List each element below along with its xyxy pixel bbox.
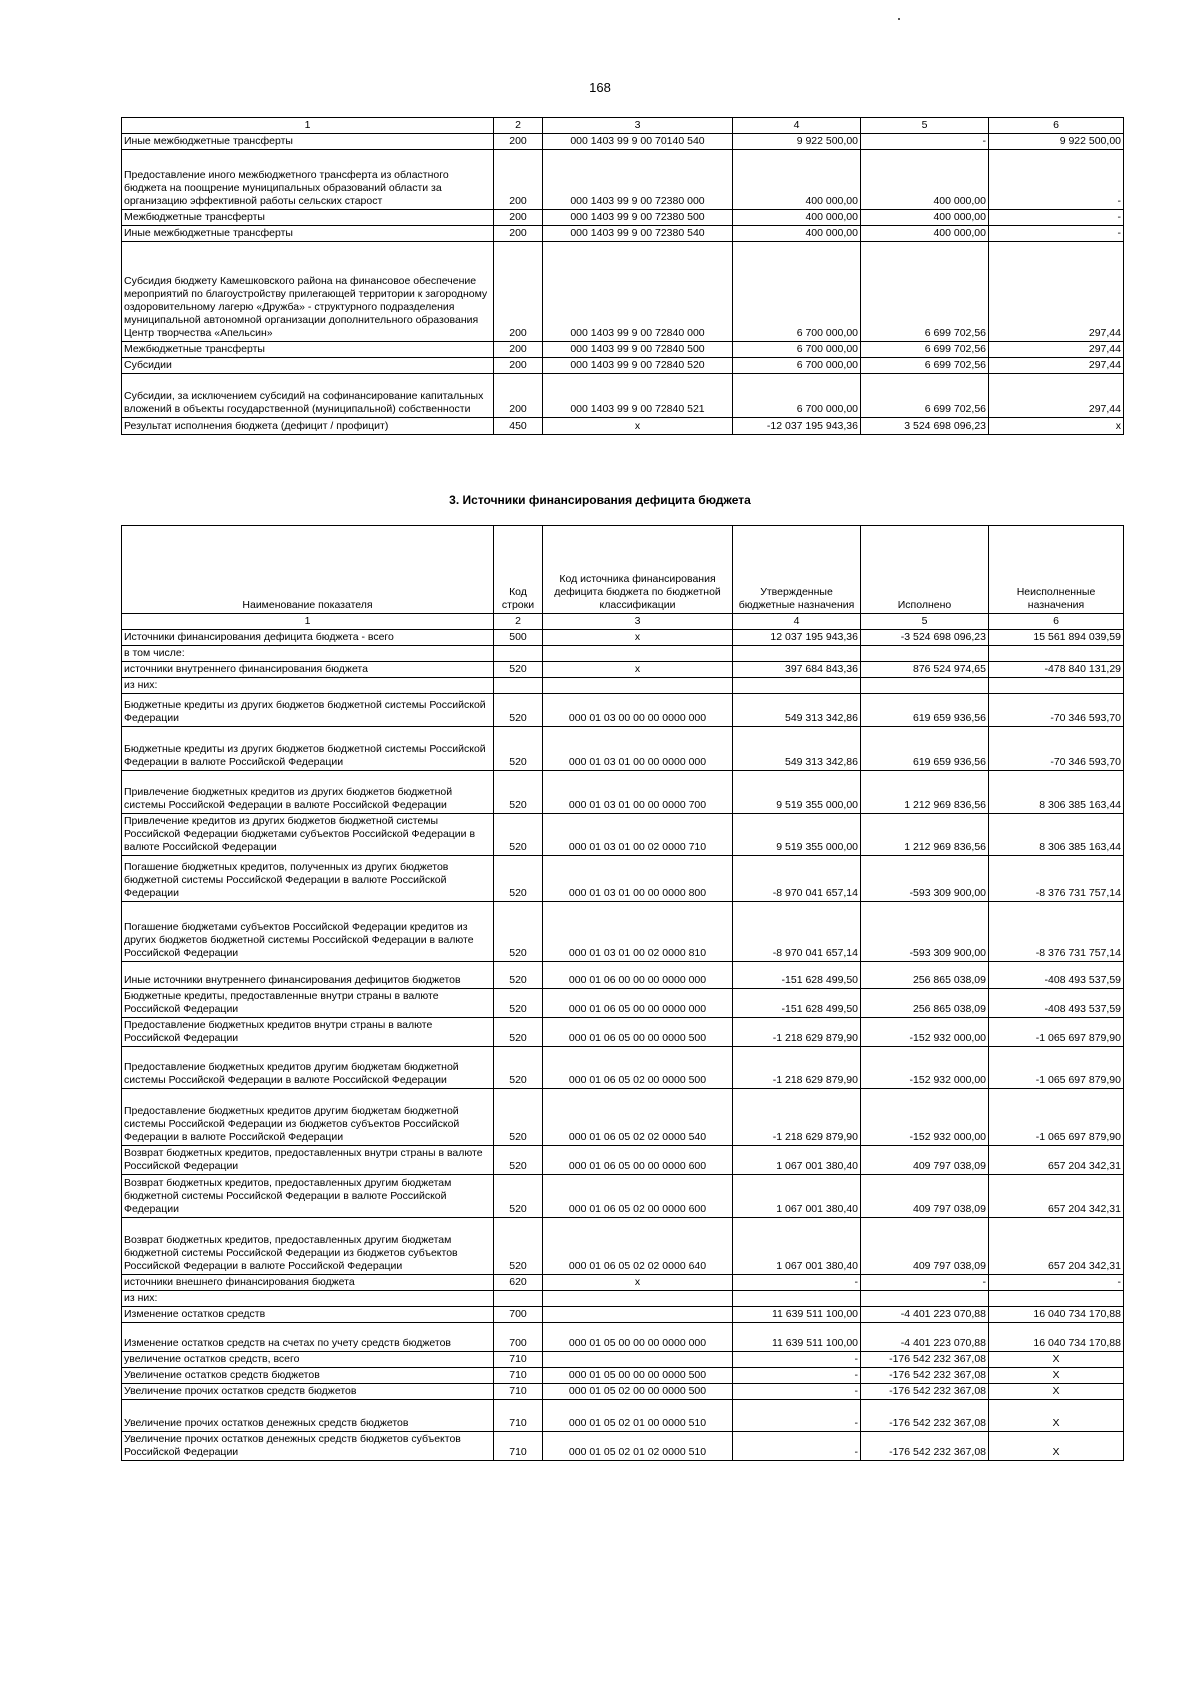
row-executed: -176 542 232 367,08 [861,1368,989,1384]
row-source-code [543,678,733,694]
row-approved: - [733,1400,861,1432]
table-row [122,358,1124,374]
row-unexecuted: 8 306 385 163,44 [989,771,1124,814]
row-unexecuted: 297,44 [989,342,1124,358]
row-approved: -12 037 195 943,36 [733,418,861,435]
row-name: из них: [122,1291,494,1307]
row-approved: -8 970 041 657,14 [733,902,861,962]
row-approved: -8 970 041 657,14 [733,856,861,902]
row-code: 520 [494,902,543,962]
row-executed: 1 212 969 836,56 [861,814,989,856]
row-executed: -176 542 232 367,08 [861,1352,989,1368]
row-approved: -151 628 499,50 [733,962,861,989]
row-name: Увеличение прочих остатков средств бюджетов [122,1384,494,1400]
row-approved: -151 628 499,50 [733,989,861,1018]
row-name: Субсидии, за исключением субсидий на софинансирование капитальных вложений в объекты государственной (муниципальной) собственности [122,374,494,418]
column-number: 2 [494,118,543,134]
row-name: Изменение остатков средств на счетах по учету средств бюджетов [122,1323,494,1352]
table-row [122,1175,1124,1218]
table-row [122,694,1124,727]
row-approved: 1 067 001 380,40 [733,1218,861,1275]
page-number: 168 [589,80,611,95]
row-approved: 6 700 000,00 [733,342,861,358]
row-executed: 256 865 038,09 [861,962,989,989]
row-unexecuted: X [989,1352,1124,1368]
column-header: Код строки [494,526,543,614]
row-code [494,646,543,662]
row-unexecuted: 16 040 734 170,88 [989,1307,1124,1323]
row-name: Изменение остатков средств [122,1307,494,1323]
table-row [122,856,1124,902]
row-executed: -176 542 232 367,08 [861,1384,989,1400]
row-executed: 400 000,00 [861,150,989,210]
row-name: Увеличение прочих остатков денежных средств бюджетов [122,1400,494,1432]
row-source-code: x [543,630,733,646]
column-header: Код источника финансирования дефицита бюджета по бюджетной классификации [543,526,733,614]
row-name: Источники финансирования дефицита бюджета - всего [122,630,494,646]
row-executed: 3 524 698 096,23 [861,418,989,435]
row-unexecuted: 657 204 342,31 [989,1218,1124,1275]
row-code: 710 [494,1384,543,1400]
row-code: 520 [494,771,543,814]
row-approved: 9 922 500,00 [733,134,861,150]
row-name: Иные межбюджетные трансферты [122,226,494,242]
row-executed: -593 309 900,00 [861,902,989,962]
row-code: 520 [494,662,543,678]
row-source-code: 000 01 06 05 02 02 0000 640 [543,1218,733,1275]
table-row [122,134,1124,150]
row-executed: -152 932 000,00 [861,1089,989,1146]
row-unexecuted: -1 065 697 879,90 [989,1089,1124,1146]
row-unexecuted: -408 493 537,59 [989,989,1124,1018]
row-approved: -1 218 629 879,90 [733,1089,861,1146]
row-budget-code: x [543,418,733,435]
row-name: Субсидия бюджету Камешковского района на финансовое обеспечение мероприятий по благоустройству прилегающей территории к загородному оздоровительному лагерю «Дружба» - структурного подразделения муниципальной автономной организации дополнительного образования Центр творчества «Апельсин» [122,242,494,342]
row-unexecuted: X [989,1432,1124,1461]
row-approved: -1 218 629 879,90 [733,1018,861,1047]
column-number: 4 [733,118,861,134]
row-approved: 400 000,00 [733,226,861,242]
row-code: 200 [494,210,543,226]
row-name: из них: [122,678,494,694]
table-row [122,342,1124,358]
row-approved: 11 639 511 100,00 [733,1307,861,1323]
row-name: увеличение остатков средств, всего [122,1352,494,1368]
row-approved: 9 519 355 000,00 [733,814,861,856]
row-code: 520 [494,962,543,989]
row-approved: 549 313 342,86 [733,727,861,771]
row-source-code [543,1352,733,1368]
row-executed: 256 865 038,09 [861,989,989,1018]
table-row [122,1047,1124,1089]
row-executed: -3 524 698 096,23 [861,630,989,646]
row-approved: 549 313 342,86 [733,694,861,727]
row-name: источники внешнего финансирования бюджета [122,1275,494,1291]
row-approved: 1 067 001 380,40 [733,1175,861,1218]
row-approved: - [733,1275,861,1291]
row-code: 710 [494,1368,543,1384]
row-code: 520 [494,1175,543,1218]
row-source-code: 000 01 06 00 00 00 0000 000 [543,962,733,989]
row-code: 520 [494,727,543,771]
column-number: 1 [122,614,494,630]
row-unexecuted: - [989,226,1124,242]
row-source-code: 000 01 06 05 00 00 0000 600 [543,1146,733,1175]
row-executed [861,646,989,662]
row-unexecuted: -70 346 593,70 [989,694,1124,727]
row-code: 700 [494,1323,543,1352]
t2-header-row [122,526,1124,614]
row-executed: -176 542 232 367,08 [861,1400,989,1432]
row-name: Бюджетные кредиты из других бюджетов бюджетной системы Российской Федерации в валюте Российской Федерации [122,727,494,771]
row-source-code [543,646,733,662]
column-number: 5 [861,118,989,134]
table-row [122,1146,1124,1175]
row-source-code: 000 01 06 05 02 00 0000 500 [543,1047,733,1089]
row-executed: 876 524 974,65 [861,662,989,678]
table-row [122,1089,1124,1146]
row-code: 710 [494,1352,543,1368]
row-name: Бюджетные кредиты из других бюджетов бюджетной системы Российской Федерации [122,694,494,727]
row-executed: 6 699 702,56 [861,242,989,342]
row-unexecuted: - [989,210,1124,226]
row-executed: 409 797 038,09 [861,1218,989,1275]
table-row [122,1018,1124,1047]
row-executed: 6 699 702,56 [861,342,989,358]
row-unexecuted: 297,44 [989,358,1124,374]
row-unexecuted: 15 561 894 039,59 [989,630,1124,646]
row-code: 710 [494,1432,543,1461]
row-executed: -593 309 900,00 [861,856,989,902]
column-number: 1 [122,118,494,134]
table-row [122,814,1124,856]
row-source-code: 000 01 06 05 00 00 0000 000 [543,989,733,1018]
row-executed: 6 699 702,56 [861,374,989,418]
row-name: Привлечение бюджетных кредитов из других бюджетов бюджетной системы Российской Федерации в валюте Российской Федерации [122,771,494,814]
row-name: Результат исполнения бюджета (дефицит / профицит) [122,418,494,435]
row-executed: -4 401 223 070,88 [861,1323,989,1352]
row-executed: -152 932 000,00 [861,1047,989,1089]
row-unexecuted: -8 376 731 757,14 [989,856,1124,902]
expenditure-table-continued [121,117,1124,435]
row-unexecuted [989,646,1124,662]
column-number: 6 [989,118,1124,134]
row-name: Предоставление бюджетных кредитов внутри страны в валюте Российской Федерации [122,1018,494,1047]
row-code: 200 [494,242,543,342]
row-name: Увеличение прочих остатков денежных средств бюджетов субъектов Российской Федерации [122,1432,494,1461]
table-row [122,1323,1124,1352]
t2-column-number-row [122,614,1124,630]
row-executed: - [861,1275,989,1291]
row-source-code: 000 01 05 02 01 02 0000 510 [543,1432,733,1461]
row-budget-code: 000 1403 99 9 00 72380 000 [543,150,733,210]
row-code: 450 [494,418,543,435]
table-row [122,226,1124,242]
row-executed: 400 000,00 [861,210,989,226]
table-row [122,1432,1124,1461]
row-name: Иные межбюджетные трансферты [122,134,494,150]
row-budget-code: 000 1403 99 9 00 72840 520 [543,358,733,374]
row-unexecuted: -1 065 697 879,90 [989,1047,1124,1089]
column-number: 6 [989,614,1124,630]
row-name: в том числе: [122,646,494,662]
column-header: Неисполненные назначения [989,526,1124,614]
row-code [494,1291,543,1307]
row-executed: 619 659 936,56 [861,727,989,771]
row-unexecuted [989,678,1124,694]
row-budget-code: 000 1403 99 9 00 70140 540 [543,134,733,150]
row-approved: - [733,1432,861,1461]
row-source-code: 000 01 03 01 00 00 0000 000 [543,727,733,771]
row-source-code: 000 01 05 00 00 00 0000 500 [543,1368,733,1384]
row-name: Предоставление бюджетных кредитов другим бюджетам бюджетной системы Российской Федерации в валюте Российской Федерации [122,1047,494,1089]
row-unexecuted: X [989,1368,1124,1384]
row-unexecuted: 9 922 500,00 [989,134,1124,150]
row-unexecuted: -70 346 593,70 [989,727,1124,771]
row-source-code: 000 01 03 01 00 00 0000 800 [543,856,733,902]
row-unexecuted: 657 204 342,31 [989,1175,1124,1218]
row-name: Погашение бюджетами субъектов Российской Федерации кредитов из других бюджетов бюджетной системы Российской Федерации в валюте Российской Федерации [122,902,494,962]
row-budget-code: 000 1403 99 9 00 72840 521 [543,374,733,418]
table-row [122,418,1124,435]
table-row [122,1307,1124,1323]
row-source-code: x [543,662,733,678]
table-row [122,727,1124,771]
row-code: 200 [494,358,543,374]
row-approved: 6 700 000,00 [733,242,861,342]
row-name: Предоставление иного межбюджетного трансферта из областного бюджета на поощрение муниципальных образований области за организацию эффективной работы сельских старост [122,150,494,210]
scan-speck [898,18,900,20]
table-row [122,1275,1124,1291]
table-row [122,242,1124,342]
row-executed: -176 542 232 367,08 [861,1432,989,1461]
row-source-code: 000 01 06 05 00 00 0000 500 [543,1018,733,1047]
row-executed: - [861,134,989,150]
deficit-financing-table [121,525,1124,1461]
row-name: источники внутреннего финансирования бюджета [122,662,494,678]
row-source-code [543,1307,733,1323]
row-code: 200 [494,374,543,418]
row-source-code: 000 01 03 01 00 00 0000 700 [543,771,733,814]
row-executed: 409 797 038,09 [861,1146,989,1175]
row-source-code [543,1291,733,1307]
row-approved: - [733,1384,861,1400]
row-code: 520 [494,1018,543,1047]
table-row [122,646,1124,662]
table-row [122,989,1124,1018]
row-approved [733,1291,861,1307]
column-header: Утвержденные бюджетные назначения [733,526,861,614]
row-name: Увеличение остатков средств бюджетов [122,1368,494,1384]
row-unexecuted: 297,44 [989,374,1124,418]
row-unexecuted: X [989,1384,1124,1400]
row-code: 520 [494,989,543,1018]
table-row [122,662,1124,678]
column-number: 3 [543,614,733,630]
row-name: Возврат бюджетных кредитов, предоставленных внутри страны в валюте Российской Федерации [122,1146,494,1175]
row-executed: 400 000,00 [861,226,989,242]
row-code: 520 [494,1146,543,1175]
row-unexecuted: x [989,418,1124,435]
row-code: 520 [494,856,543,902]
table-row [122,678,1124,694]
row-unexecuted: 8 306 385 163,44 [989,814,1124,856]
row-approved: 400 000,00 [733,210,861,226]
table-row [122,771,1124,814]
row-unexecuted: -1 065 697 879,90 [989,1018,1124,1047]
section-title: 3. Источники финансирования дефицита бюджета [449,493,751,507]
table-row [122,962,1124,989]
row-code: 700 [494,1307,543,1323]
table-row [122,374,1124,418]
row-name: Предоставление бюджетных кредитов другим бюджетам бюджетной системы Российской Федерации из бюджетов субъектов Российской Федерации в валюте Российской Федерации [122,1089,494,1146]
table-row [122,210,1124,226]
row-code: 520 [494,1089,543,1146]
row-executed: 619 659 936,56 [861,694,989,727]
row-code: 620 [494,1275,543,1291]
row-executed [861,678,989,694]
row-code: 710 [494,1400,543,1432]
table-row [122,150,1124,210]
row-source-code: 000 01 06 05 02 02 0000 540 [543,1089,733,1146]
row-unexecuted: -478 840 131,29 [989,662,1124,678]
row-unexecuted: X [989,1400,1124,1432]
column-header: Исполнено [861,526,989,614]
row-source-code: 000 01 05 02 01 00 0000 510 [543,1400,733,1432]
row-executed [861,1291,989,1307]
row-code: 200 [494,150,543,210]
row-executed: 1 212 969 836,56 [861,771,989,814]
row-approved: 6 700 000,00 [733,374,861,418]
row-source-code: 000 01 03 00 00 00 0000 000 [543,694,733,727]
row-approved: 12 037 195 943,36 [733,630,861,646]
row-code: 200 [494,226,543,242]
column-number: 4 [733,614,861,630]
row-name: Бюджетные кредиты, предоставленные внутри страны в валюте Российской Федерации [122,989,494,1018]
row-approved: 6 700 000,00 [733,358,861,374]
row-approved: 1 067 001 380,40 [733,1146,861,1175]
row-source-code: 000 01 03 01 00 02 0000 710 [543,814,733,856]
row-approved: 397 684 843,36 [733,662,861,678]
table-row [122,1368,1124,1384]
row-executed: 409 797 038,09 [861,1175,989,1218]
table-row [122,1352,1124,1368]
row-name: Иные источники внутреннего финансирования дефицитов бюджетов [122,962,494,989]
row-source-code: 000 01 05 02 00 00 0000 500 [543,1384,733,1400]
row-budget-code: 000 1403 99 9 00 72380 500 [543,210,733,226]
row-code: 520 [494,694,543,727]
table-row [122,1384,1124,1400]
table-row [122,902,1124,962]
row-source-code: x [543,1275,733,1291]
row-approved: - [733,1368,861,1384]
row-approved [733,678,861,694]
row-unexecuted [989,1291,1124,1307]
row-budget-code: 000 1403 99 9 00 72840 500 [543,342,733,358]
column-header: Наименование показателя [122,526,494,614]
table-row [122,1291,1124,1307]
t1-column-number-row [122,118,1124,134]
row-code: 520 [494,1218,543,1275]
row-code: 520 [494,814,543,856]
column-number: 3 [543,118,733,134]
row-approved [733,646,861,662]
row-source-code: 000 01 06 05 02 00 0000 600 [543,1175,733,1218]
row-name: Межбюджетные трансферты [122,342,494,358]
row-approved: 11 639 511 100,00 [733,1323,861,1352]
table-row [122,1218,1124,1275]
row-unexecuted: 657 204 342,31 [989,1146,1124,1175]
row-approved: 400 000,00 [733,150,861,210]
row-code: 500 [494,630,543,646]
row-unexecuted: -8 376 731 757,14 [989,902,1124,962]
row-code [494,678,543,694]
row-approved: 9 519 355 000,00 [733,771,861,814]
row-name: Привлечение кредитов из других бюджетов бюджетной системы Российской Федерации бюджетами субъектов Российской Федерации в валюте Российской Федерации [122,814,494,856]
row-source-code: 000 01 03 01 00 02 0000 810 [543,902,733,962]
row-executed: -152 932 000,00 [861,1018,989,1047]
row-code: 200 [494,342,543,358]
row-unexecuted: 16 040 734 170,88 [989,1323,1124,1352]
table-row [122,1400,1124,1432]
column-number: 2 [494,614,543,630]
row-name: Погашение бюджетных кредитов, полученных из других бюджетов бюджетной системы Российской Федерации в валюте Российской Федерации [122,856,494,902]
row-unexecuted: - [989,150,1124,210]
row-source-code: 000 01 05 00 00 00 0000 000 [543,1323,733,1352]
row-name: Субсидии [122,358,494,374]
row-unexecuted: -408 493 537,59 [989,962,1124,989]
row-code: 520 [494,1047,543,1089]
row-budget-code: 000 1403 99 9 00 72840 000 [543,242,733,342]
row-approved: -1 218 629 879,90 [733,1047,861,1089]
row-name: Межбюджетные трансферты [122,210,494,226]
table-row [122,630,1124,646]
row-executed: -4 401 223 070,88 [861,1307,989,1323]
row-budget-code: 000 1403 99 9 00 72380 540 [543,226,733,242]
row-code: 200 [494,134,543,150]
row-name: Возврат бюджетных кредитов, предоставленных другим бюджетам бюджетной системы Российской Федерации из бюджетов субъектов Российской Федерации в валюте Российской Федерации [122,1218,494,1275]
row-unexecuted: - [989,1275,1124,1291]
row-name: Возврат бюджетных кредитов, предоставленных другим бюджетам бюджетной системы Российской Федерации в валюте Российской Федерации [122,1175,494,1218]
row-approved: - [733,1352,861,1368]
row-unexecuted: 297,44 [989,242,1124,342]
column-number: 5 [861,614,989,630]
row-executed: 6 699 702,56 [861,358,989,374]
